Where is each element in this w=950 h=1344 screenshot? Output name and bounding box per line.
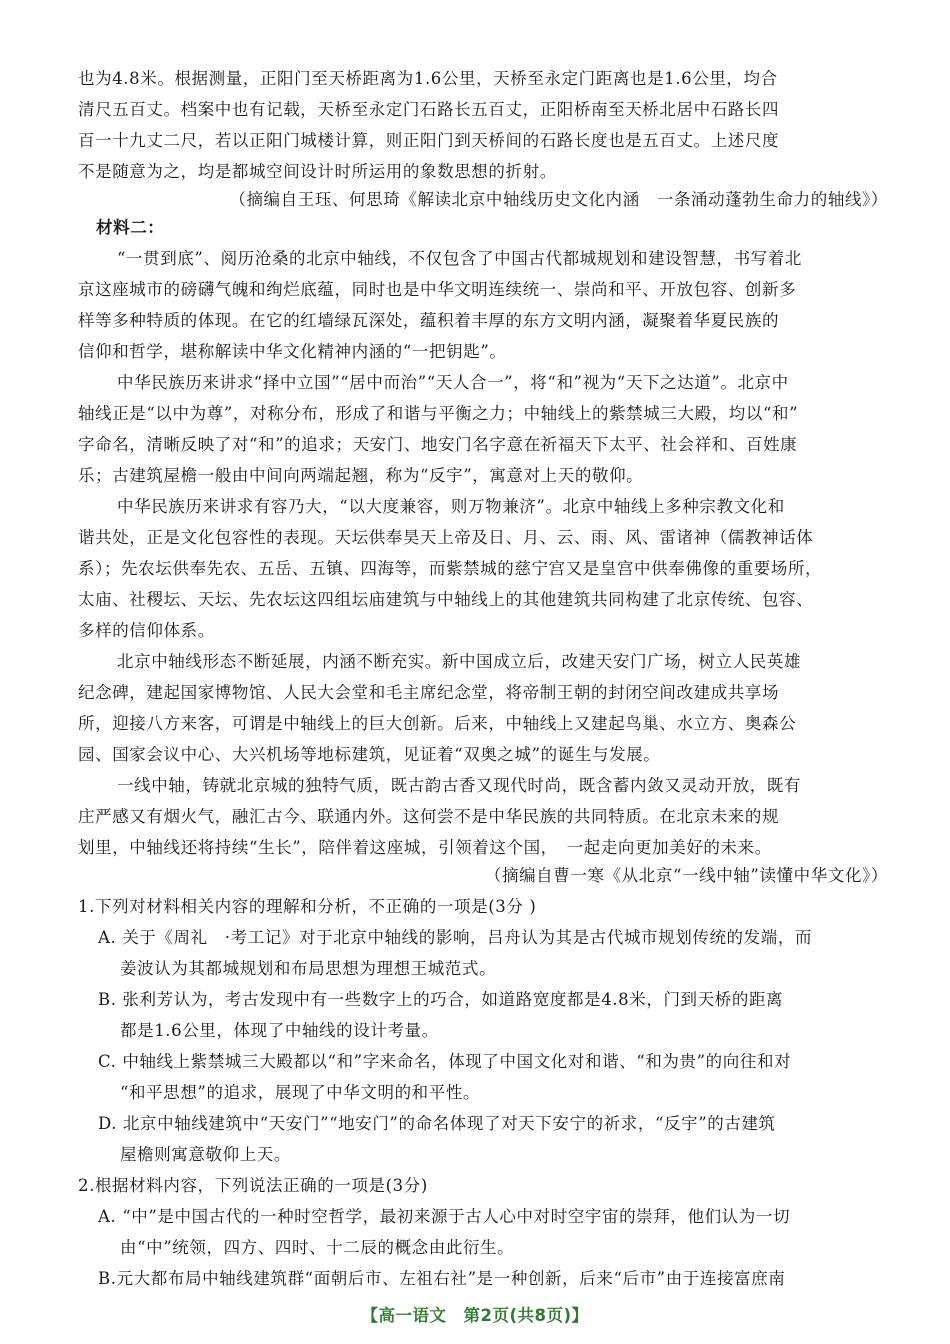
text-line: 系）；先农坛供奉先农、五岳、五镇、四海等，而紫禁城的慈宁宫又是皇宫中供奉佛像的重要场所， xyxy=(78,559,823,578)
text-line: 中华民族历来讲求“择中立国”“居中而治”“天人合一”，将“和”视为“天下之达道”。北京中 xyxy=(117,373,789,392)
text-line: 所，迎接八方来客，可谓是中轴线上的巨大创新。后来，中轴线上又建起鸟巢、水立方、奥森公 xyxy=(78,714,797,733)
text-line: 太庙、社稷坛、天坛、先农坛这四组坛庙建筑与中轴线上的其他建筑共同构建了北京传统、包容、 xyxy=(78,590,814,609)
text-line: 多样的信仰体系。 xyxy=(78,621,215,640)
source-citation: （摘编自王珏、何思琦《解读北京中轴线历史文化内涵 一条涌动蓬勃生命力的轴线》） xyxy=(229,190,888,209)
section-heading: 材料二： xyxy=(96,218,165,237)
option-d: D. 北京中轴线建筑中“天安门”“地安门”的命名体现了对天下安宁的祈求，“反宇”的古建筑 xyxy=(98,1114,776,1133)
option-b: B.元大都布局中轴线建筑群“面朝后市、左祖右社”是一种创新，后来“后市”由于连接富庶南 xyxy=(98,1269,786,1288)
option-a: A. 关于《周礼 ·考工记》对于北京中轴线的影响，吕舟认为其是古代城市规划传统的发端，而 xyxy=(98,928,813,947)
question-stem: 1.下列对材料相关内容的理解和分析，不正确的一项是(3分 ) xyxy=(78,897,537,916)
text-line: 乐；古建筑屋檐一般由中间向两端起翘，称为“反宇”，寓意对上天的敬仰。 xyxy=(78,466,644,485)
text-line: 京这座城市的磅礴气魄和绚烂底蕴，同时也是中华文明连续统一、崇尚和平、开放包容、创新多 xyxy=(78,280,797,299)
text-line: 划里，中轴线还将持续“生长”，陪伴着这座城，引领着这个国， 一起走向更加美好的未来。 xyxy=(78,838,772,857)
text-line: 百一十九丈二尺，若以正阳门城楼计算，则正阳门到天桥间的石路长度也是五百丈。上述尺度 xyxy=(78,131,780,150)
source-citation: （摘编自曹一寒《从北京“一线中轴”读懂中华文化》） xyxy=(484,866,888,885)
option-d-cont: 屋檐则寓意敬仰上天。 xyxy=(120,1145,291,1164)
text-line: 纪念碑，建起国家博物馆、人民大会堂和毛主席纪念堂，将帝制王朝的封闭空间改建成共享场 xyxy=(78,683,780,702)
text-line: 字命名，清晰反映了对“和”的追求；天安门、地安门名字意在祈福天下太平、社会祥和、百姓康 xyxy=(78,435,798,454)
question-stem: 2.根据材料内容，下列说法正确的一项是(3分) xyxy=(78,1176,428,1195)
text-line: 清尺五百丈。档案中也有记载，天桥至永定门石路长五百丈，正阳桥南至天桥北居中石路长四 xyxy=(78,100,780,119)
option-a-cont: 由“中”统领，四方、四时、十二辰的概念由此衍生。 xyxy=(120,1238,515,1257)
text-line: 北京中轴线形态不断延展，内涵不断充实。新中国成立后，改建天安门广场，树立人民英雄 xyxy=(117,652,801,671)
text-line: 信仰和哲学，堪称解读中华文化精神内涵的“一把钥匙”。 xyxy=(78,342,507,361)
text-line: 不是随意为之，均是都城空间设计时所运用的象数思想的折射。 xyxy=(78,162,557,181)
text-line: 庄严感又有烟火气，融汇古今、联通内外。这何尝不是中华民族的共同特质。在北京未来的规 xyxy=(78,807,780,826)
text-line: 也为4.8米。根据测量，正阳门至天桥距离为1.6公里，天桥至永定门距离也是1.6公里，均合 xyxy=(78,69,778,88)
text-line: 谐共处，正是文化包容性的表现。天坛供奉昊天上帝及日、月、云、雨、风、雷诸神（儒教神话体 xyxy=(78,528,814,547)
page-footer: 【高一语文 第2页(共8页)】 xyxy=(361,1306,589,1325)
option-a-cont: 姜波认为其都城规划和布局思想为理想王城范式。 xyxy=(120,959,497,978)
text-line: “一贯到底”、阅历沧桑的北京中轴线，不仅包含了中国古代都城规划和建设智慧，书写着北 xyxy=(117,249,802,268)
text-line: 中华民族历来讲求有容乃大，“以大度兼容，则万物兼济”。北京中轴线上多种宗教文化和 xyxy=(117,497,785,516)
option-a: A. “中”是中国古代的一种时空哲学，最初来源于古人心中对时空宇宙的崇拜，他们认为一切 xyxy=(98,1207,791,1226)
option-c-cont: “和平思想”的追求，展现了中华文明的和平性。 xyxy=(120,1083,481,1102)
text-line: 轴线正是“以中为尊”，对称分布，形成了和谐与平衡之力；中轴线上的紫禁城三大殿，均以“和” xyxy=(78,404,799,423)
text-line: 样等多种特质的体现。在它的红墙绿瓦深处，蕴积着丰厚的东方文明内涵，凝聚着华夏民族的 xyxy=(78,311,780,330)
text-line: 园、国家会议中心、大兴机场等地标建筑，见证着“双奥之城”的诞生与发展。 xyxy=(78,745,661,764)
option-b: B. 张利芳认为，考古发现中有一些数字上的巧合，如道路宽度都是4.8米，门到天桥的距离 xyxy=(98,990,784,1009)
option-b-cont: 都是1.6公里，体现了中轴线的设计考量。 xyxy=(120,1021,439,1040)
option-c: C. 中轴线上紫禁城三大殿都以“和”字来命名，体现了中国文化对和谐、“和为贵”的向往和对 xyxy=(98,1052,792,1071)
text-line: 一线中轴，铸就北京城的独特气质，既古韵古香又现代时尚，既含蓄内敛又灵动开放，既有 xyxy=(117,776,801,795)
